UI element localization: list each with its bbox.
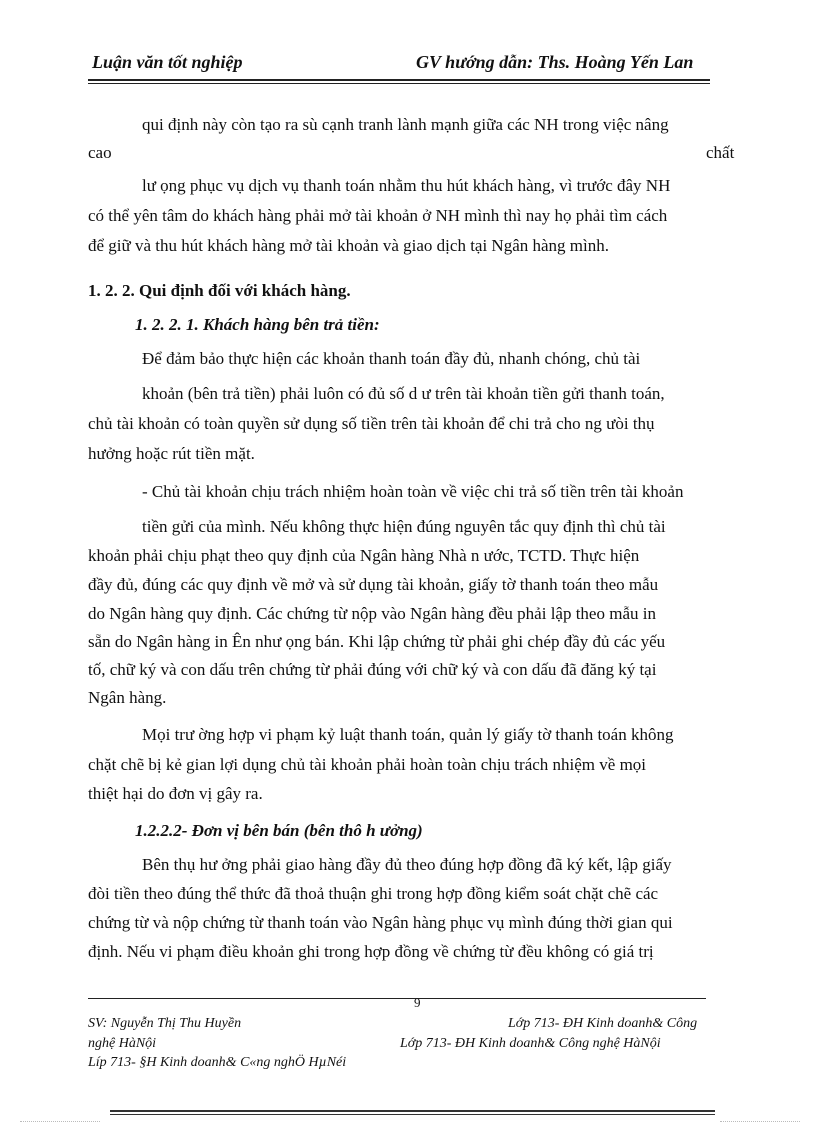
header-rule-thin xyxy=(88,83,710,84)
para-line: lư ọng phục vụ dịch vụ thanh toán nhằm thu hút khách hàng, vì trước đây NH xyxy=(142,176,671,195)
para-line: qui định này còn tạo ra sù cạnh tranh lành mạnh giữa các NH trong việc nâng xyxy=(142,115,669,134)
para-line: hưởng hoặc rút tiền mặt. xyxy=(88,444,255,463)
para-line: tố, chữ ký và con dấu trên chứng từ phải đúng với chữ ký và con dấu đã đăng ký tại xyxy=(88,660,657,679)
subsection-heading: 1.2.2.2- Đơn vị bên bán (bên thô h ưởng) xyxy=(135,821,423,840)
para-line: Ngân hàng. xyxy=(88,688,167,707)
footer-student: SV: Nguyễn Thị Thu Huyền xyxy=(88,1016,242,1031)
para-line: đòi tiền theo đúng thể thức đã thoả thuận ghi trong hợp đồng kiểm soát chặt chẽ các xyxy=(88,884,659,903)
para-line: chủ tài khoản có toàn quyền sử dụng số tiền trên tài khoản để chi trả cho ng ưòi thụ xyxy=(88,414,655,433)
para-line: thiệt hại do đơn vị gây ra. xyxy=(88,784,263,803)
footer-rule xyxy=(88,998,706,999)
footer-class: Lớp 713- ĐH Kinh doanh& Công nghệ HàNội xyxy=(400,1036,661,1051)
subsection-heading: 1. 2. 2. 1. Khách hàng bên trả tiền: xyxy=(135,315,380,334)
header-title-left: Luận văn tốt nghiệp xyxy=(92,52,243,72)
para-line: khoản phải chịu phạt theo quy định của Ngân hàng Nhà n ước, TCTD. Thực hiện xyxy=(88,546,640,565)
para-line: do Ngân hàng quy định. Các chứng từ nộp vào Ngân hàng đều phải lập theo mẫu in xyxy=(88,604,656,623)
para-line: sẵn do Ngân hàng in Ên như ọng bán. Khi lập chứng từ phải ghi chép đầy đủ các yếu xyxy=(88,632,666,651)
bottom-rule-thin xyxy=(110,1114,715,1115)
para-line: chặt chẽ bị kẻ gian lợi dụng chủ tài khoản phải hoàn toàn chịu trách nhiệm về mọi xyxy=(88,755,647,774)
section-heading: 1. 2. 2. Qui định đối với khách hàng. xyxy=(88,281,351,300)
para-line: khoản (bên trả tiền) phải luôn có đủ số d ư trên tài khoản tiền gửi thanh toán, xyxy=(142,384,665,403)
para-line: định. Nếu vi phạm điều khoản ghi trong hợp đồng về chứng từ đều không có giá trị xyxy=(88,942,654,961)
page-number: 9 xyxy=(414,995,421,1010)
bottom-dots-right xyxy=(720,1121,800,1122)
header-title-right: GV hướng dẫn: Ths. Hoàng Yến Lan xyxy=(416,52,694,72)
footer-class-cont: nghệ HàNội xyxy=(88,1036,157,1051)
para-line: chất xyxy=(706,143,735,162)
header-rule xyxy=(88,79,710,81)
para-line: Mọi trư ờng hợp vi phạm kỷ luật thanh toán, quản lý giấy tờ thanh toán không xyxy=(142,725,674,744)
para-line: có thể yên tâm do khách hàng phải mở tài khoản ở NH mình thì nay họ phải tìm cách xyxy=(88,206,668,225)
para-line: tiền gửi của mình. Nếu không thực hiện đúng nguyên tắc quy định thì chủ tài xyxy=(142,517,666,536)
para-line: để giữ và thu hút khách hàng mở tài khoản và giao dịch tại Ngân hàng mình. xyxy=(88,236,609,255)
para-line: - Chủ tài khoản chịu trách nhiệm hoàn toàn về việc chi trả số tiền trên tài khoản xyxy=(142,482,684,501)
para-line: Để đảm bảo thực hiện các khoản thanh toán đầy đủ, nhanh chóng, chủ tài xyxy=(142,349,641,368)
bottom-dots-left xyxy=(20,1121,100,1122)
footer-class: Lớp 713- ĐH Kinh doanh& Công xyxy=(508,1016,698,1031)
para-line: Bên thụ hư ởng phải giao hàng đầy đủ theo đúng hợp đồng đã ký kết, lập giấy xyxy=(142,855,672,874)
footer-class-garbled: Líp 713- §H Kinh doanh& C«ng nghÖ HµNéi xyxy=(88,1055,347,1070)
para-line: đầy đủ, đúng các quy định về mở và sử dụng tài khoản, giấy tờ thanh toán theo mẫu xyxy=(88,575,659,594)
para-line: chứng từ và nộp chứng từ thanh toán vào Ngân hàng phục vụ mình đúng thời gian qui xyxy=(88,913,673,932)
para-line: cao xyxy=(88,143,112,162)
bottom-rule xyxy=(110,1110,715,1112)
